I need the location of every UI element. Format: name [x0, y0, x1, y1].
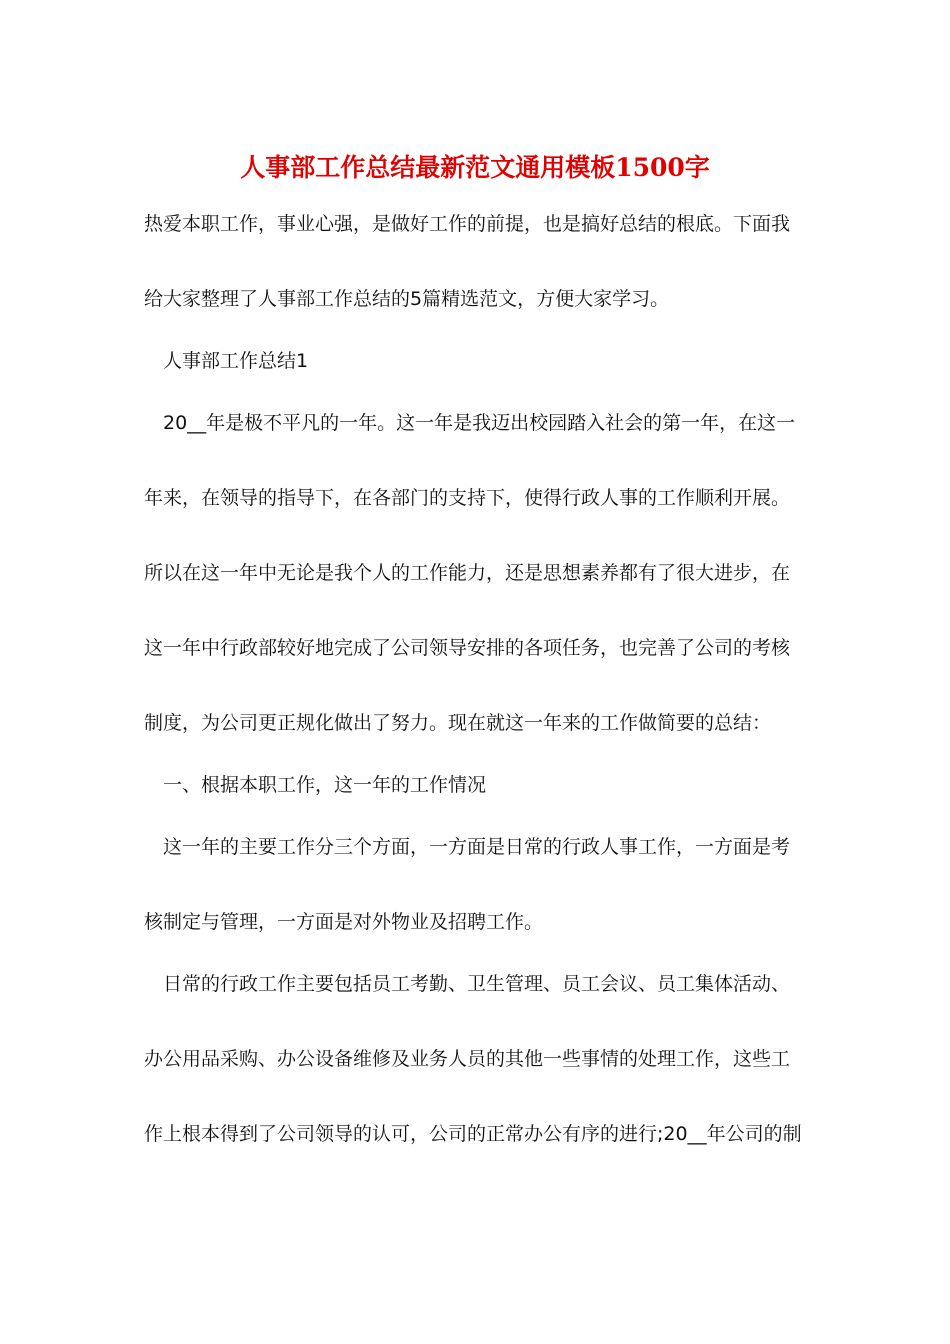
section-heading: 一、根据本职工作，这一年的工作情况: [163, 774, 487, 796]
paragraph-line: 日常的行政工作主要包括员工考勤、卫生管理、员工会议、员工集体活动、: [163, 973, 791, 995]
paragraph-line: 年来，在领导的指导下，在各部门的支持下，使得行政人事的工作顺利开展。: [144, 487, 791, 509]
paragraph-line: 制度，为公司更正规化做出了努力。现在就这一年来的工作做简要的总结：: [144, 712, 772, 734]
paragraph-line: 办公用品采购、办公设备维修及业务人员的其他一些事情的处理工作，这些工: [144, 1048, 791, 1070]
paragraph-line: 给大家整理了人事部工作总结的5篇精选范文，方便大家学习。: [144, 288, 670, 310]
document-title: 人事部工作总结最新范文通用模板1500字: [240, 153, 710, 182]
paragraph-line: 作上根本得到了公司领导的认可，公司的正常办公有序的进行;20__年公司的制: [144, 1123, 802, 1145]
paragraph-line: 热爱本职工作，事业心强，是做好工作的前提，也是搞好总结的根底。下面我: [144, 213, 791, 235]
paragraph-line: 20__年是极不平凡的一年。这一年是我迈出校园踏入社会的第一年，在这一: [163, 412, 796, 434]
paragraph-line: 这一年中行政部较好地完成了公司领导安排的各项任务，也完善了公司的考核: [144, 637, 791, 659]
section-heading: 人事部工作总结1: [163, 350, 309, 372]
paragraph-line: 核制定与管理，一方面是对外物业及招聘工作。: [144, 911, 544, 933]
paragraph-line: 所以在这一年中无论是我个人的工作能力，还是思想素养都有了很大进步，在: [144, 562, 791, 584]
paragraph-line: 这一年的主要工作分三个方面，一方面是日常的行政人事工作，一方面是考: [163, 836, 791, 858]
